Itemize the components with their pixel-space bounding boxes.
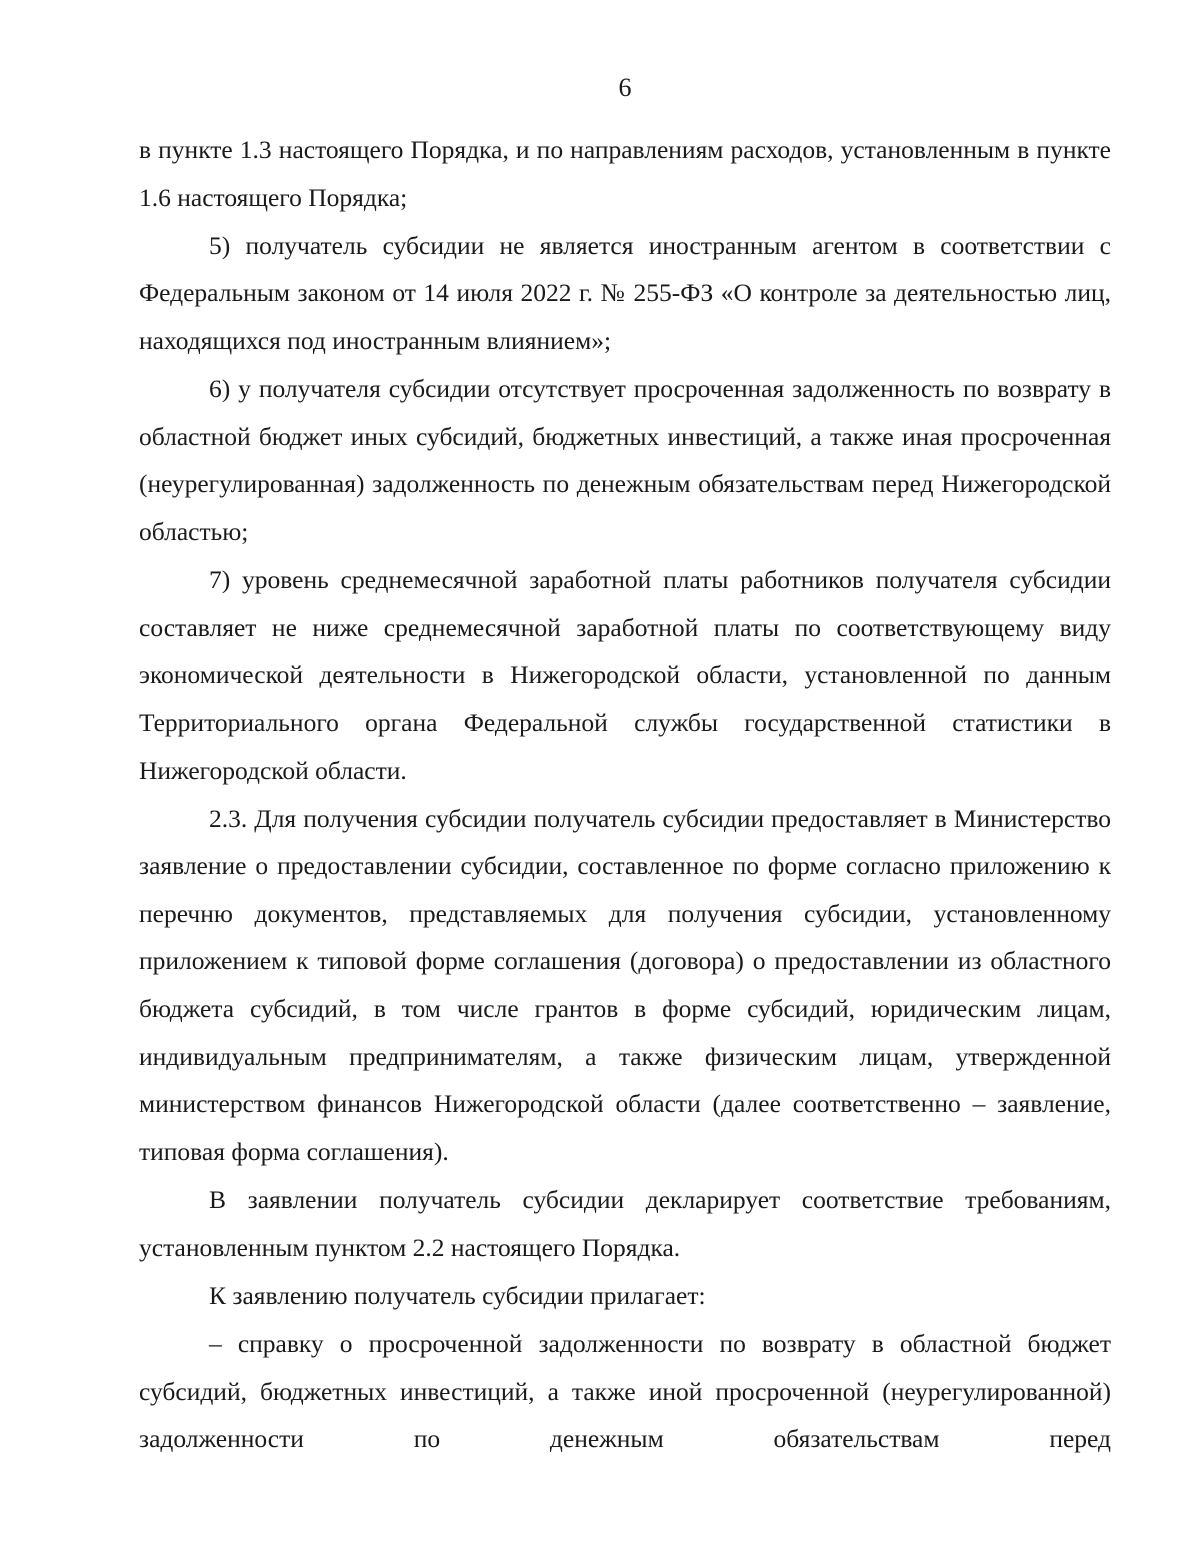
paragraph-attachments-intro: К заявлению получатель субсидии прилагает:: [209, 1280, 706, 1310]
paragraph-item-7: 7) уровень среднемесячной заработной платы работников получателя субсидии составляет не ниже среднемесячной заработной платы по соответствующему виду экономической деятельности в Нижегородской области, установленной по данным Территориального органа Федеральной службы государственной статистики в Нижегородской области.: [139, 565, 1111, 785]
paragraph-section-2-3: 2.3. Для получения субсидии получатель субсидии предоставляет в Министерство заявление о предоставлении субсидии, составленное по форме согласно приложению к перечню документов, представляемых для получения субсидии, установленному приложением к типовой форме соглашения (договора) о предоставлении из областного бюджета субсидий, в том числе грантов в форме субсидий, юридическим лицам, индивидуальным предпринимателям, а также физическим лицам, утвержденной министерством финансов Нижегородской области (далее соответственно – заявление, типовая форма соглашения).: [139, 803, 1111, 1166]
document-body: [139, 126, 1111, 1463]
page-number: 6: [618, 73, 632, 102]
paragraph-declaration: В заявлении получатель субсидии декларирует соответствие требованиям, установленным пунктом 2.2 настоящего Порядка.: [139, 1185, 1111, 1262]
paragraph-item-5: 5) получатель субсидии не является иностранным агентом в соответствии с Федеральным законом от 14 июля 2022 г. № 255-ФЗ «О контроле за деятельностью лиц, находящихся под иностранным влиянием»;: [139, 230, 1111, 355]
paragraph-item-6: 6) у получателя субсидии отсутствует просроченная задолженность по возврату в областной бюджет иных субсидий, бюджетных инвестиций, а также иная просроченная (неурегулированная) задолженность по денежным обязательствам перед Нижегородской областью;: [139, 374, 1111, 546]
paragraph-continuation: в пункте 1.3 настоящего Порядка, и по направлениям расходов, установленным в пункте 1.6 настоящего Порядка;: [139, 135, 1111, 212]
paragraph-attachment-item: – справку о просроченной задолженности по возврату в областной бюджет субсидий, бюджетных инвестиций, а также иной просроченной (неурегулированной) задолженности по денежным обязательствам перед: [139, 1329, 1111, 1454]
